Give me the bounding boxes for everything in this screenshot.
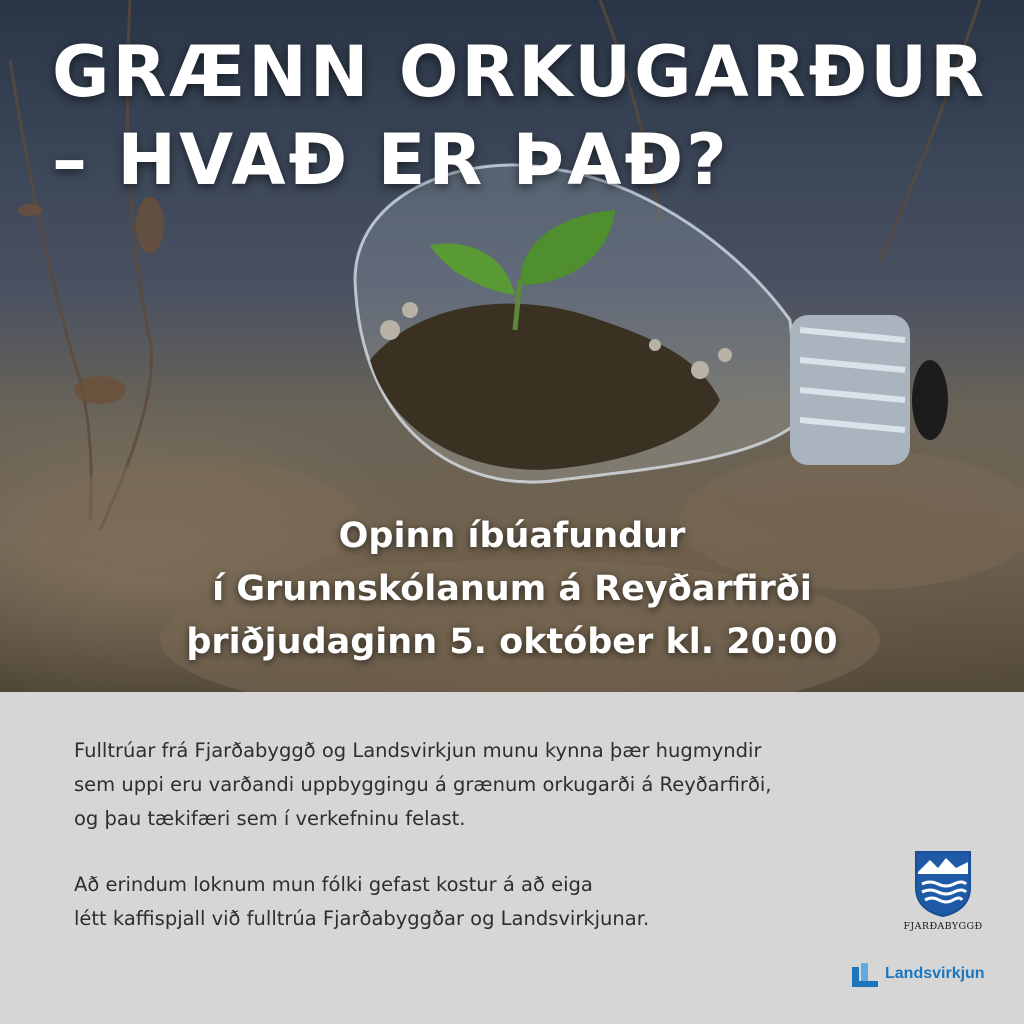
headline-line-2: – HVAÐ ER ÞAÐ? (52, 119, 730, 201)
paragraph-1-line: sem uppi eru varðandi uppbyggingu á grænum orkugarði á Reyðarfirði, (74, 773, 772, 796)
paragraph-1-line: Fulltrúar frá Fjarðabyggð og Landsvirkjun munu kynna þær hugmyndir (74, 739, 762, 762)
event-location: í Grunnskólanum á Reyðarfirði (212, 569, 812, 609)
crest-icon (914, 850, 972, 918)
event-details (0, 510, 1024, 669)
headline-line-1: GRÆNN ORKUGARÐUR (52, 31, 988, 113)
company-name: Landsvirkjun (885, 965, 985, 982)
event-type: Opinn íbúafundur (338, 516, 686, 556)
municipality-name: FJARÐABYGGÐ (903, 921, 983, 932)
headline (52, 28, 992, 204)
event-datetime: þriðjudaginn 5. október kl. 20:00 (186, 622, 838, 662)
description-paragraph-1 (74, 734, 894, 836)
landsvirkjun-logo-icon (852, 963, 880, 989)
description-paragraph-2 (74, 868, 894, 936)
paragraph-1-line: og þau tækifæri sem í verkefninu felast. (74, 807, 466, 830)
paragraph-2-line: létt kaffispjall við fulltrúa Fjarðabyggðar og Landsvirkjunar. (74, 907, 650, 930)
paragraph-2-line: Að erindum loknum mun fólki gefast kostur á að eiga (74, 873, 593, 896)
